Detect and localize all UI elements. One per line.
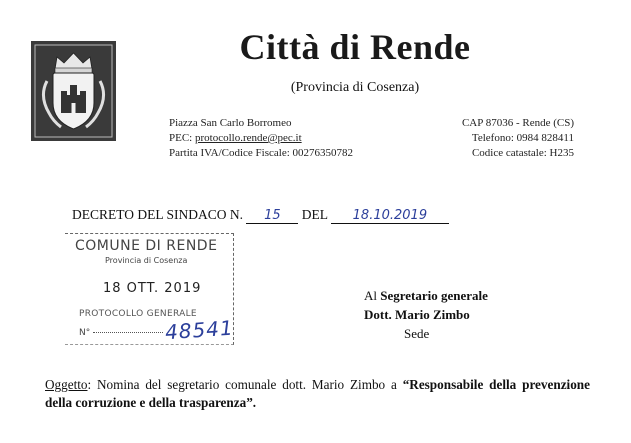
stamp-n-label: N° [79,328,91,338]
stamp-date: 18 OTT. 2019 [103,281,202,296]
stamp-protocol-number: 48541 [164,315,235,345]
province-subtitle: (Provincia di Cosenza) [290,80,420,95]
recipient-location: Sede [404,326,430,341]
stamp-province: Provincia di Cosenza [105,256,188,265]
city-title: Città di Rende [239,27,471,67]
decree-del-label: DEL [298,207,331,222]
pec-link[interactable]: protocollo.rende@pec.it [194,132,302,144]
pec-label: PEC: [169,132,195,144]
stamp-protocol: PROTOCOLLO GENERALE [79,309,197,319]
recipient-name: Dott. Mario Zimbo [364,307,470,322]
recipient-prefix: Al [364,288,381,303]
subject-paragraph [45,376,590,412]
decree-line [72,207,449,224]
decree-number: 15 [246,208,298,224]
subject-text: : Nomina del segretario comunale dott. Mario Zimbo a [87,377,403,392]
contacts-right [462,116,574,161]
postal-code: CAP 87036 - Rende (CS) [461,117,574,129]
decree-date: 18.10.2019 [331,208,449,224]
phone: Telefono: 0984 828411 [471,132,574,144]
stamp-dotted-line [93,332,163,333]
recipient-role: Segretario generale [380,288,488,303]
protocol-stamp [65,233,234,345]
subject-label: Oggetto [45,377,88,392]
crest-icon [31,41,116,141]
pec-line [169,131,353,146]
subject-bold: “Responsabile della prevenzione della corruzione e della trasparenza”. [45,377,590,410]
vat-number: Partita IVA/Codice Fiscale: 00276350782 [169,147,354,159]
stamp-title: COMUNE DI RENDE [75,238,218,254]
recipient-block [364,286,488,343]
recipient-line1 [364,286,488,305]
cadastral-code: Codice catastale: H235 [471,147,574,159]
decree-prefix: DECRETO DEL SINDACO N. [72,207,247,222]
contacts-left [169,116,353,161]
address: Piazza San Carlo Borromeo [169,117,292,129]
